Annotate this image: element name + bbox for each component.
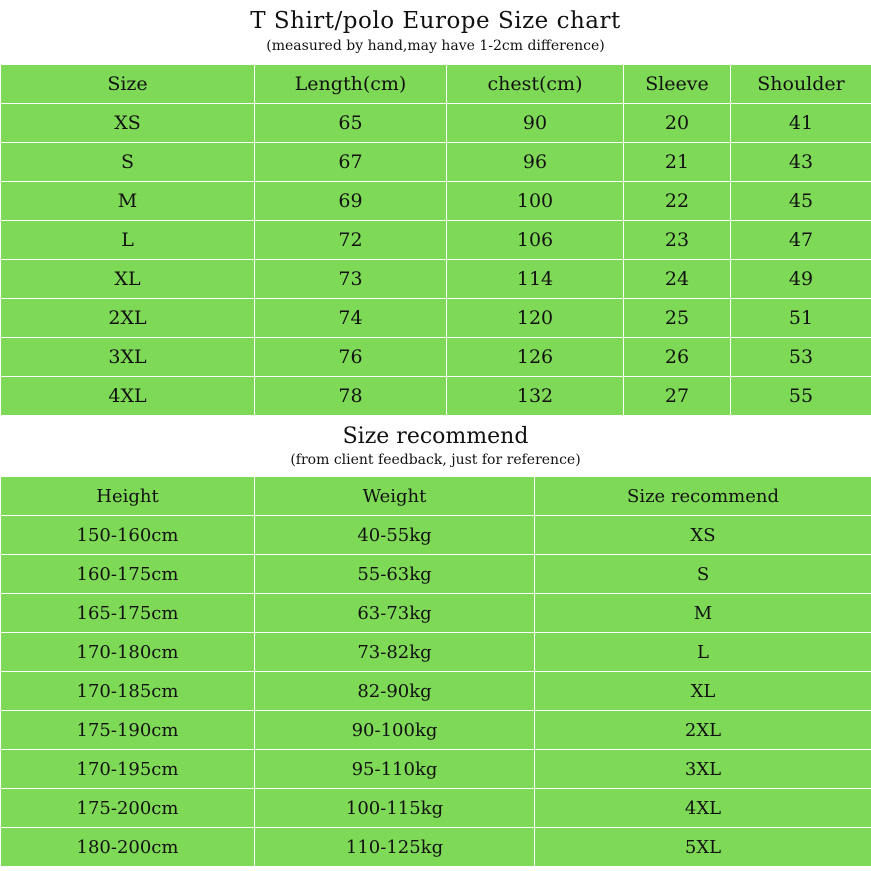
- cell-shoulder: 43: [731, 143, 871, 182]
- cell-weight: 110-125kg: [255, 828, 535, 867]
- section-title: Size recommend: [342, 424, 529, 449]
- cell-size: M: [535, 594, 871, 633]
- cell-size: 4XL: [1, 377, 255, 416]
- cell-shoulder: 51: [731, 299, 871, 338]
- column-header-length: Length(cm): [255, 65, 447, 104]
- cell-sleeve: 25: [624, 299, 731, 338]
- column-header-height: Height: [1, 477, 255, 516]
- table-header-row: [1, 65, 871, 104]
- chart-title-block: [0, 0, 871, 64]
- size-chart-table: [0, 64, 871, 416]
- cell-weight: 95-110kg: [255, 750, 535, 789]
- table-row: [1, 594, 871, 633]
- table-row: [1, 299, 871, 338]
- recommend-title-block: [0, 416, 871, 476]
- cell-weight: 40-55kg: [255, 516, 535, 555]
- cell-length: 73: [255, 260, 447, 299]
- cell-height: 175-200cm: [1, 789, 255, 828]
- cell-length: 65: [255, 104, 447, 143]
- cell-size: S: [535, 555, 871, 594]
- table-row: [1, 555, 871, 594]
- cell-size: M: [1, 182, 255, 221]
- cell-size: XS: [535, 516, 871, 555]
- cell-shoulder: 41: [731, 104, 871, 143]
- table-row: [1, 377, 871, 416]
- cell-height: 165-175cm: [1, 594, 255, 633]
- size-recommend-table: [0, 476, 871, 867]
- cell-chest: 90: [447, 104, 624, 143]
- cell-chest: 126: [447, 338, 624, 377]
- cell-weight: 63-73kg: [255, 594, 535, 633]
- cell-height: 170-180cm: [1, 633, 255, 672]
- table-row: [1, 516, 871, 555]
- cell-sleeve: 24: [624, 260, 731, 299]
- column-header-sleeve: Sleeve: [624, 65, 731, 104]
- cell-shoulder: 47: [731, 221, 871, 260]
- cell-size: 5XL: [535, 828, 871, 867]
- cell-weight: 55-63kg: [255, 555, 535, 594]
- table-row: [1, 789, 871, 828]
- cell-weight: 73-82kg: [255, 633, 535, 672]
- cell-size: S: [1, 143, 255, 182]
- cell-sleeve: 27: [624, 377, 731, 416]
- cell-shoulder: 45: [731, 182, 871, 221]
- column-header-chest: chest(cm): [447, 65, 624, 104]
- cell-length: 72: [255, 221, 447, 260]
- table-row: [1, 143, 871, 182]
- cell-height: 175-190cm: [1, 711, 255, 750]
- cell-weight: 90-100kg: [255, 711, 535, 750]
- cell-height: 160-175cm: [1, 555, 255, 594]
- page-subtitle: (measured by hand,may have 1-2cm difference): [266, 38, 605, 54]
- cell-height: 180-200cm: [1, 828, 255, 867]
- cell-shoulder: 55: [731, 377, 871, 416]
- column-header-weight: Weight: [255, 477, 535, 516]
- table-row: [1, 104, 871, 143]
- cell-sleeve: 23: [624, 221, 731, 260]
- cell-size: 3XL: [535, 750, 871, 789]
- table-row: [1, 221, 871, 260]
- cell-length: 78: [255, 377, 447, 416]
- cell-weight: 100-115kg: [255, 789, 535, 828]
- section-subtitle: (from client feedback, just for reference): [290, 452, 581, 468]
- cell-length: 76: [255, 338, 447, 377]
- page-title: T Shirt/polo Europe Size chart: [250, 8, 621, 34]
- cell-chest: 96: [447, 143, 624, 182]
- cell-length: 67: [255, 143, 447, 182]
- table-row: [1, 750, 871, 789]
- cell-chest: 106: [447, 221, 624, 260]
- cell-shoulder: 53: [731, 338, 871, 377]
- cell-size: 4XL: [535, 789, 871, 828]
- cell-size: XL: [1, 260, 255, 299]
- table-row: [1, 338, 871, 377]
- column-header-size-recommend: Size recommend: [535, 477, 871, 516]
- cell-sleeve: 26: [624, 338, 731, 377]
- cell-size: 2XL: [1, 299, 255, 338]
- table-row: [1, 672, 871, 711]
- cell-chest: 132: [447, 377, 624, 416]
- cell-size: 2XL: [535, 711, 871, 750]
- cell-size: L: [535, 633, 871, 672]
- cell-size: XL: [535, 672, 871, 711]
- cell-size: 3XL: [1, 338, 255, 377]
- column-header-size: Size: [1, 65, 255, 104]
- cell-sleeve: 21: [624, 143, 731, 182]
- cell-height: 170-185cm: [1, 672, 255, 711]
- cell-length: 69: [255, 182, 447, 221]
- table-row: [1, 182, 871, 221]
- cell-sleeve: 20: [624, 104, 731, 143]
- table-row: [1, 711, 871, 750]
- column-header-shoulder: Shoulder: [731, 65, 871, 104]
- cell-chest: 120: [447, 299, 624, 338]
- cell-weight: 82-90kg: [255, 672, 535, 711]
- table-row: [1, 828, 871, 867]
- cell-length: 74: [255, 299, 447, 338]
- cell-size: XS: [1, 104, 255, 143]
- cell-chest: 114: [447, 260, 624, 299]
- table-row: [1, 633, 871, 672]
- cell-height: 150-160cm: [1, 516, 255, 555]
- cell-shoulder: 49: [731, 260, 871, 299]
- table-row: [1, 260, 871, 299]
- cell-sleeve: 22: [624, 182, 731, 221]
- cell-chest: 100: [447, 182, 624, 221]
- cell-size: L: [1, 221, 255, 260]
- table-header-row: [1, 477, 871, 516]
- cell-height: 170-195cm: [1, 750, 255, 789]
